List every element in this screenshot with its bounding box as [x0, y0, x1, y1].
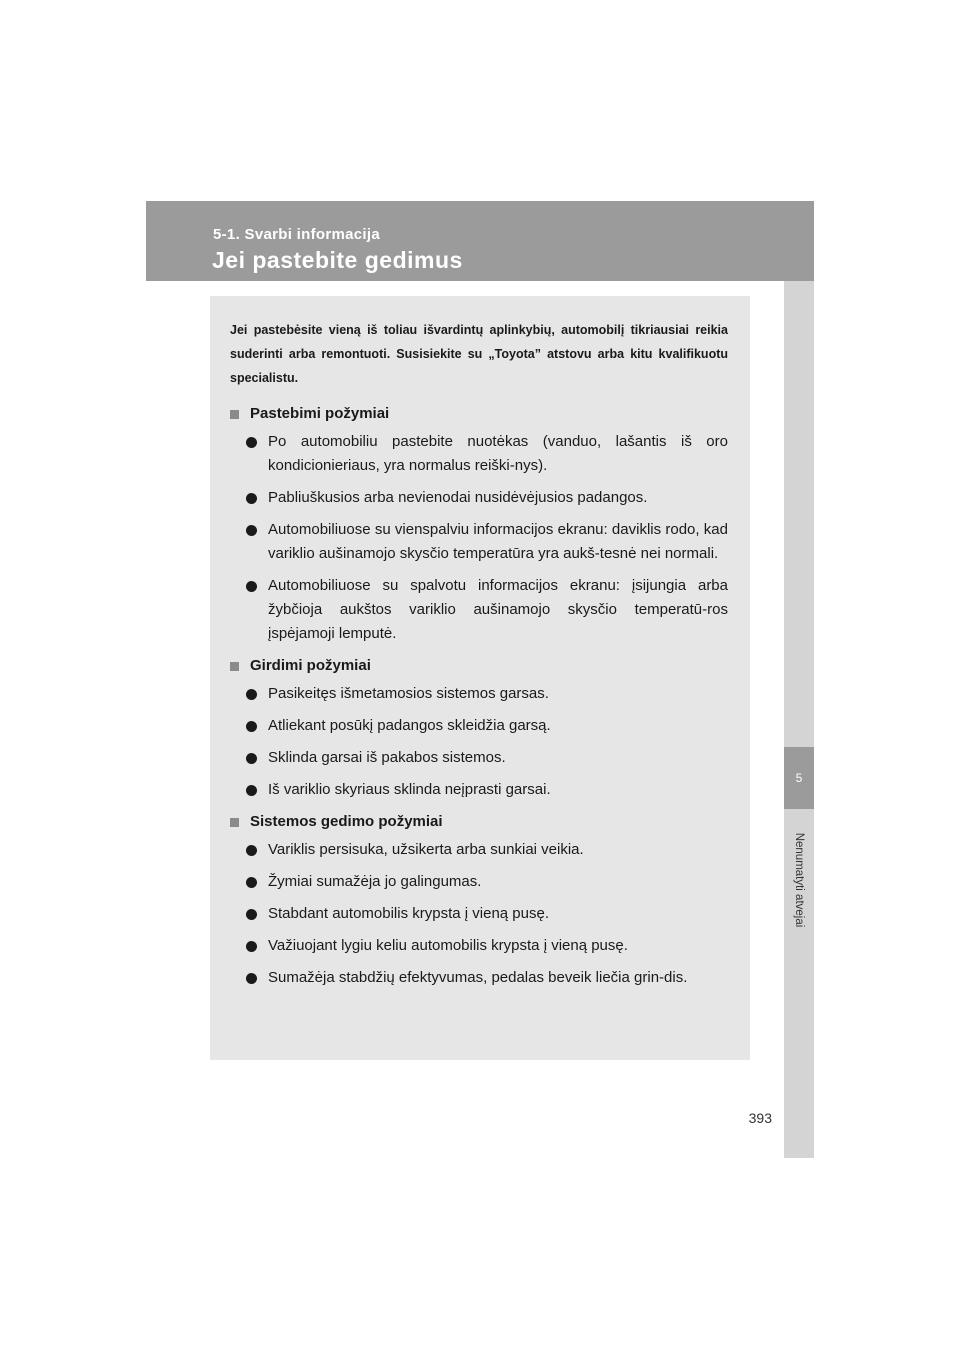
list-item: [230, 902, 728, 926]
bullet-dot-icon: [246, 877, 257, 888]
chapter-side-strip: [784, 281, 814, 1158]
list-item: [230, 574, 728, 646]
bullet-dot-icon: [246, 493, 257, 504]
list-item: [230, 486, 728, 510]
list-item: [230, 966, 728, 990]
list-item-text: Iš variklio skyriaus sklinda neįprasti garsai.: [268, 781, 551, 798]
square-bullet-icon: [230, 818, 239, 827]
list-item: [230, 870, 728, 894]
page-number: 393: [748, 1110, 772, 1126]
bullet-list-system-fault-signs: [230, 838, 728, 990]
section-label: 5-1. Svarbi informacija: [213, 226, 380, 243]
page-title: Jei pastebite gedimus: [212, 247, 463, 273]
list-item-text: Sumažėja stabdžių efektyvumas, pedalas beveik liečia grin-dis.: [268, 969, 688, 986]
bullet-dot-icon: [246, 973, 257, 984]
list-item-text: Atliekant posūkį padangos skleidžia garsą.: [268, 717, 551, 734]
list-item: [230, 682, 728, 706]
list-item-text: Variklis persisuka, užsikerta arba sunkiai veikia.: [268, 841, 584, 858]
group-heading-visible-signs: [230, 402, 728, 426]
chapter-number: 5: [795, 771, 803, 785]
list-item: [230, 778, 728, 802]
list-item-text: Važiuojant lygiu keliu automobilis krypsta į vieną pusę.: [268, 937, 628, 954]
group-heading-label: Sistemos gedimo požymiai: [250, 813, 443, 830]
bullet-dot-icon: [246, 753, 257, 764]
list-item-text: Žymiai sumažėja jo galingumas.: [268, 873, 482, 890]
list-item: [230, 430, 728, 478]
list-item-text: Automobiliuose su vienspalviu informacijos ekranu: daviklis rodo, kad variklio aušinamojo skysčio temperatūra yra aukš-tesnė nei normali.: [268, 521, 728, 562]
list-item-text: Automobiliuose su spalvotu informacijos ekranu: įsijungia arba žybčioja aukštos variklio aušinamojo skysčio temperatū-ros įspėjamoji lemputė.: [268, 577, 728, 642]
group-heading-audible-signs: [230, 654, 728, 678]
list-item: [230, 934, 728, 958]
group-heading-label: Girdimi požymiai: [250, 657, 371, 674]
bullet-dot-icon: [246, 581, 257, 592]
bullet-dot-icon: [246, 941, 257, 952]
list-item-text: Stabdant automobilis krypsta į vieną pusę.: [268, 905, 549, 922]
bullet-dot-icon: [246, 721, 257, 732]
list-item-text: Pasikeitęs išmetamosios sistemos garsas.: [268, 685, 549, 702]
list-item-text: Po automobiliu pastebite nuotėkas (vanduo, lašantis iš oro kondicionieriaus, yra normalus reiški-nys).: [268, 433, 728, 474]
list-item: [230, 518, 728, 566]
list-item: [230, 714, 728, 738]
group-heading-label: Pastebimi požymiai: [250, 405, 390, 422]
bullet-list-visible-signs: [230, 430, 728, 646]
chapter-number-tab[interactable]: [784, 747, 814, 809]
list-item: [230, 746, 728, 770]
list-item-text: Pabliuškusios arba nevienodai nusidėvėjusios padangos.: [268, 489, 648, 506]
group-heading-system-fault-signs: [230, 810, 728, 834]
square-bullet-icon: [230, 662, 239, 671]
bullet-dot-icon: [246, 437, 257, 448]
content-box: [210, 296, 750, 1060]
bullet-list-audible-signs: [230, 682, 728, 802]
list-item-text: Sklinda garsai iš pakabos sistemos.: [268, 749, 506, 766]
chapter-title: Nenumatyti atvejai: [793, 832, 805, 928]
bullet-dot-icon: [246, 845, 257, 856]
bullet-dot-icon: [246, 689, 257, 700]
intro-paragraph: Jei pastebėsite vieną iš toliau išvardintų aplinkybių, automobilį tikriausiai reikia suderinti arba remontuoti. Susisiekite su „Toyota” atstovu arba kitu kvalifikuotu specialistu.: [230, 323, 728, 385]
square-bullet-icon: [230, 410, 239, 419]
bullet-dot-icon: [246, 909, 257, 920]
bullet-dot-icon: [246, 785, 257, 796]
bullet-dot-icon: [246, 525, 257, 536]
list-item: [230, 838, 728, 862]
